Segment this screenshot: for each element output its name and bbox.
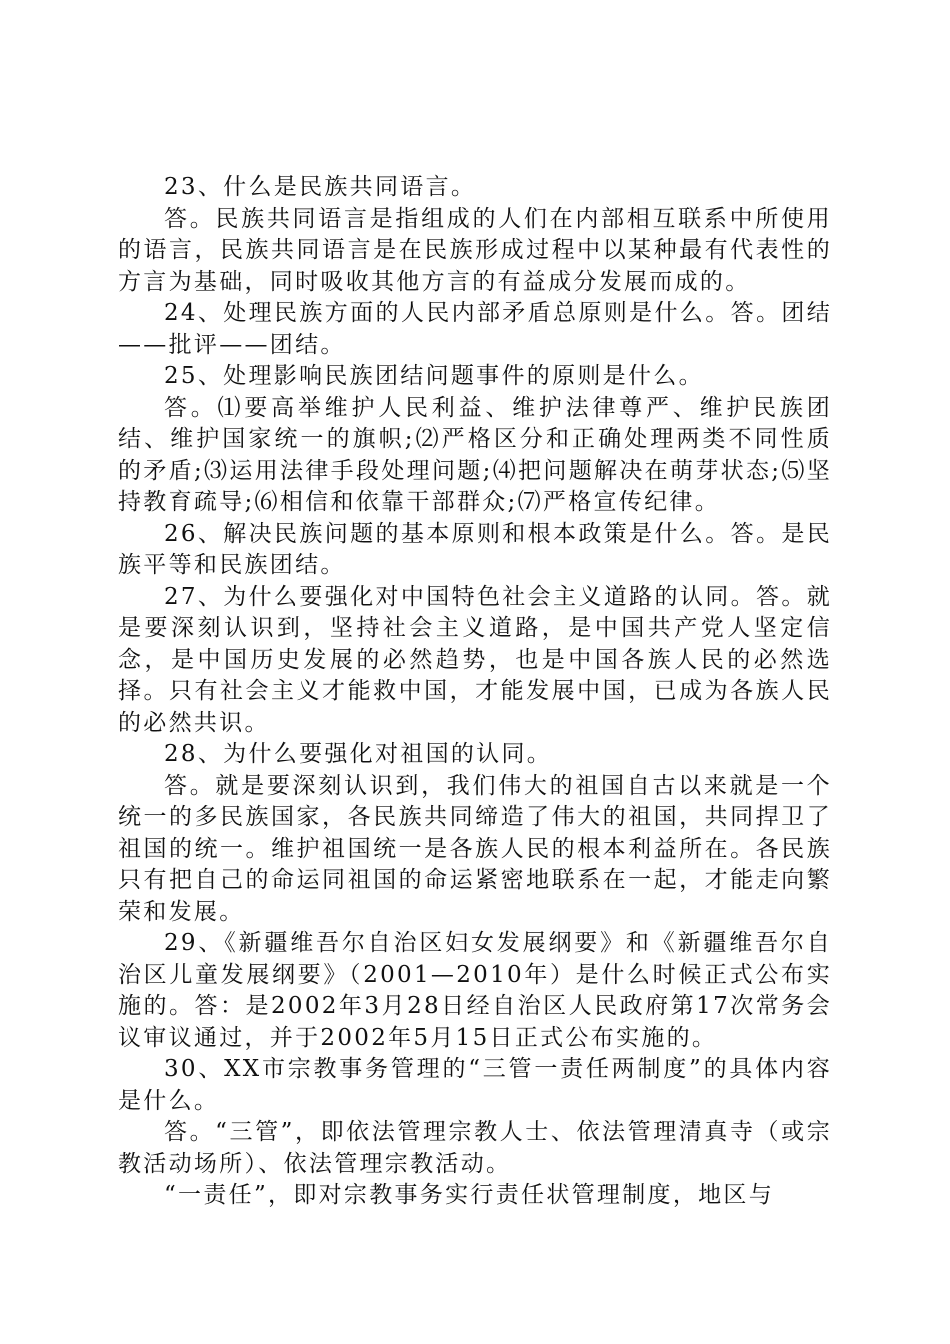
- question-23: 23、什么是民族共同语言。: [164, 174, 477, 200]
- question-answer-24: 24、处理民族方面的人民内部矛盾总原则是什么。答。团结——批评——团结。: [118, 300, 832, 358]
- document-page: [118, 172, 832, 1212]
- question-answer-29: 29、《新疆维吾尔自治区妇女发展纲要》和《新疆维吾尔自治区儿童发展纲要》（2001—2010年）是什么时候正式公布实施的。答：是2002年3月28日经自治区人民政府第17次常务会议审议通过，并于2002年5月15日正式公布实施的。: [118, 930, 832, 1051]
- question-30: 30、XX市宗教事务管理的“三管一责任两制度”的具体内容是什么。: [118, 1056, 832, 1114]
- question-answer-26: 26、解决民族问题的基本原则和根本政策是什么。答。是民族平等和民族团结。: [118, 520, 832, 578]
- question-25: 25、处理影响民族团结问题事件的原则是什么。: [164, 363, 704, 389]
- answer-30-one-responsibility: “一责任”，即对宗教事务实行责任状管理制度，地区与: [164, 1182, 775, 1208]
- question-28: 28、为什么要强化对祖国的认同。: [164, 741, 553, 767]
- question-answer-27: 27、为什么要强化对中国特色社会主义道路的认同。答。就是要深刻认识到，坚持社会主义道路，是中国共产党人坚定信念，是中国历史发展的必然趋势，也是中国各族人民的必然选择。只有社会主义才能救中国，才能发展中国，已成为各族人民的必然共识。: [118, 583, 832, 736]
- answer-25: 答。⑴要高举维护人民利益、维护法律尊严、维护民族团结、维护国家统一的旗帜;⑵严格区分和正确处理两类不同性质的矛盾;⑶运用法律手段处理问题;⑷把问题解决在萌芽状态;⑸坚持教育疏导;⑹相信和依靠干部群众;⑺严格宣传纪律。: [118, 394, 832, 515]
- answer-28: 答。就是要深刻认识到，我们伟大的祖国自古以来就是一个统一的多民族国家，各民族共同缔造了伟大的祖国，共同捍卫了祖国的统一。维护祖国统一是各族人民的根本利益所在。各民族只有把自己的命运同祖国的命运紧密地联系在一起，才能走向繁荣和发展。: [118, 772, 832, 925]
- answer-30-three-manage: 答。“三管”，即依法管理宗教人士、依法管理清真寺（或宗教活动场所）、依法管理宗教活动。: [118, 1119, 832, 1177]
- answer-23: 答。民族共同语言是指组成的人们在内部相互联系中所使用的语言，民族共同语言是在民族形成过程中以某种最有代表性的方言为基础，同时吸收其他方言的有益成分发展而成的。: [118, 205, 832, 295]
